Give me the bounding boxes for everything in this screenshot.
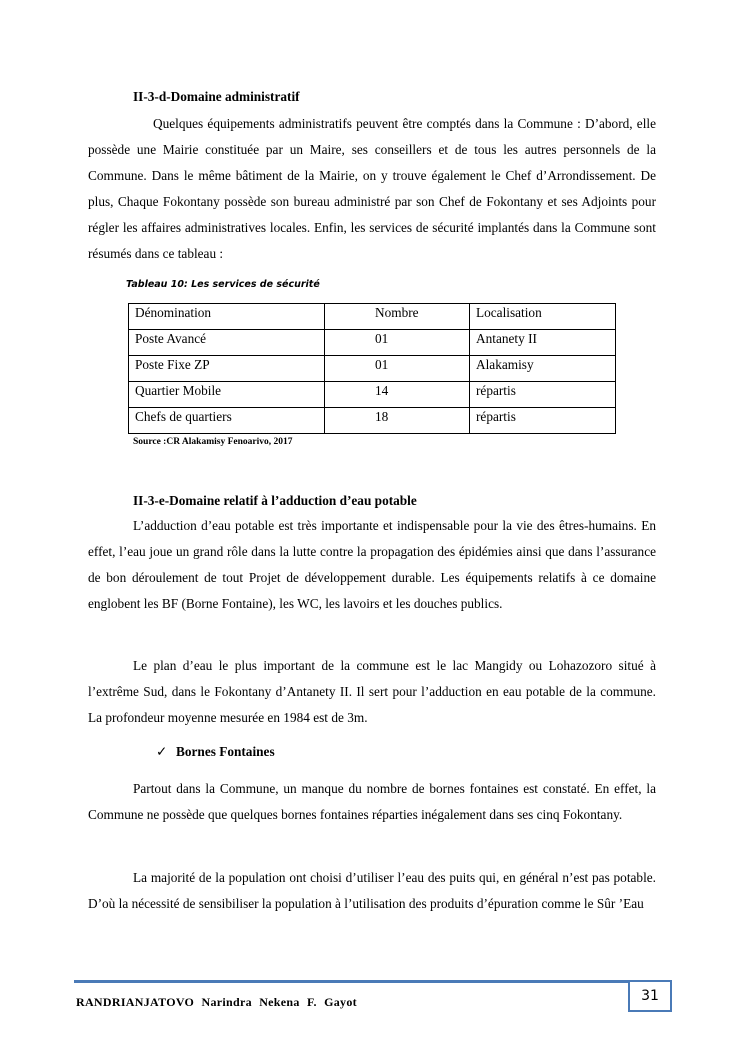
table-cell: 14 xyxy=(325,382,470,408)
bullet-bornes-fontaines xyxy=(156,744,275,760)
table-cell: 18 xyxy=(325,408,470,434)
table-cell: répartis xyxy=(470,408,616,434)
table-row xyxy=(129,408,616,434)
admin-paragraph-block xyxy=(88,111,656,267)
table-row xyxy=(129,356,616,382)
table-cell: Poste Avancé xyxy=(129,330,325,356)
table-cell: Antanety II xyxy=(470,330,616,356)
footer-author: RANDRIANJATOVO Narindra Nekena F. Gayot xyxy=(76,995,357,1009)
table-cell: Quartier Mobile xyxy=(129,382,325,408)
water-paragraph-2: Le plan d’eau le plus important de la commune est le lac Mangidy ou Lohazozoro situé à l’extrême Sud, dans le Fokontany d’Antanety II. Il sert pour l’adduction en eau potable de la commune. La profondeur moyenne mesurée en 1984 est de 3m. xyxy=(88,658,656,725)
admin-paragraph: Quelques équipements administratifs peuvent être comptés dans la Commune : D’abord, elle possède une Mairie constituée par un Maire, ses conseillers et de tous les autres personnels de la Commune. Dans le même bâtiment de la Mairie, on y trouve également le Chef d’Arrondissement. De plus, Chaque Fokontany possède son bureau administré par son Chef de Fokontany et ses Adjoints pour régler les affaires administratives locales. Enfin, les services de sécurité implantés dans la Commune sont résumés dans ce tableau : xyxy=(88,116,656,261)
table-header-row xyxy=(129,304,616,330)
water-paragraph-block-4 xyxy=(88,865,656,917)
table-cell: Poste Fixe ZP xyxy=(129,356,325,382)
section-heading-admin: II-3-d-Domaine administratif xyxy=(133,89,300,104)
footer-divider xyxy=(74,980,628,983)
table-header-cell: Localisation xyxy=(470,304,616,330)
water-paragraph-3: Partout dans la Commune, un manque du nombre de bornes fontaines est constaté. En effet, la Commune ne possède que quelques bornes fontaines réparties inégalement dans ses cinq Fokontany. xyxy=(88,781,656,822)
table-source: Source :CR Alakamisy Fenoarivo, 2017 xyxy=(133,437,293,447)
water-paragraph-block-2 xyxy=(88,653,656,731)
table-row xyxy=(129,382,616,408)
water-paragraph-block-1 xyxy=(88,513,656,617)
table-cell: 01 xyxy=(325,330,470,356)
table-caption: Tableau 10: Les services de sécurité xyxy=(126,279,320,290)
table-cell: Chefs de quartiers xyxy=(129,408,325,434)
section-heading-water: II-3-e-Domaine relatif à l’adduction d’eau potable xyxy=(133,493,417,508)
bullet-label: Bornes Fontaines xyxy=(176,744,275,759)
checkmark-icon: ✓ xyxy=(156,744,168,759)
table-cell: 01 xyxy=(325,356,470,382)
table-row xyxy=(129,330,616,356)
table-cell: Alakamisy xyxy=(470,356,616,382)
table-header-cell: Dénomination xyxy=(129,304,325,330)
water-paragraph-1: L’adduction d’eau potable est très importante et indispensable pour la vie des êtres-humains. En effet, l’eau joue un grand rôle dans la lutte contre la propagation des épidémies ainsi que dans l’assurance de bon déroulement de tout Projet de développement durable. Les équipements relatifs à ce domaine englobent les BF (Borne Fontaine), les WC, les lavoirs et les douches publics. xyxy=(88,518,656,611)
page-number: 31 xyxy=(628,980,672,1012)
security-services-table xyxy=(128,303,616,434)
table-header-cell: Nombre xyxy=(325,304,470,330)
table-cell: répartis xyxy=(470,382,616,408)
water-paragraph-block-3 xyxy=(88,776,656,828)
water-paragraph-4: La majorité de la population ont choisi d’utiliser l’eau des puits qui, en général n’est pas potable. D’où la nécessité de sensibiliser la population à l’utilisation des produits d’épuration comme le Sûr ’Eau xyxy=(88,870,656,911)
